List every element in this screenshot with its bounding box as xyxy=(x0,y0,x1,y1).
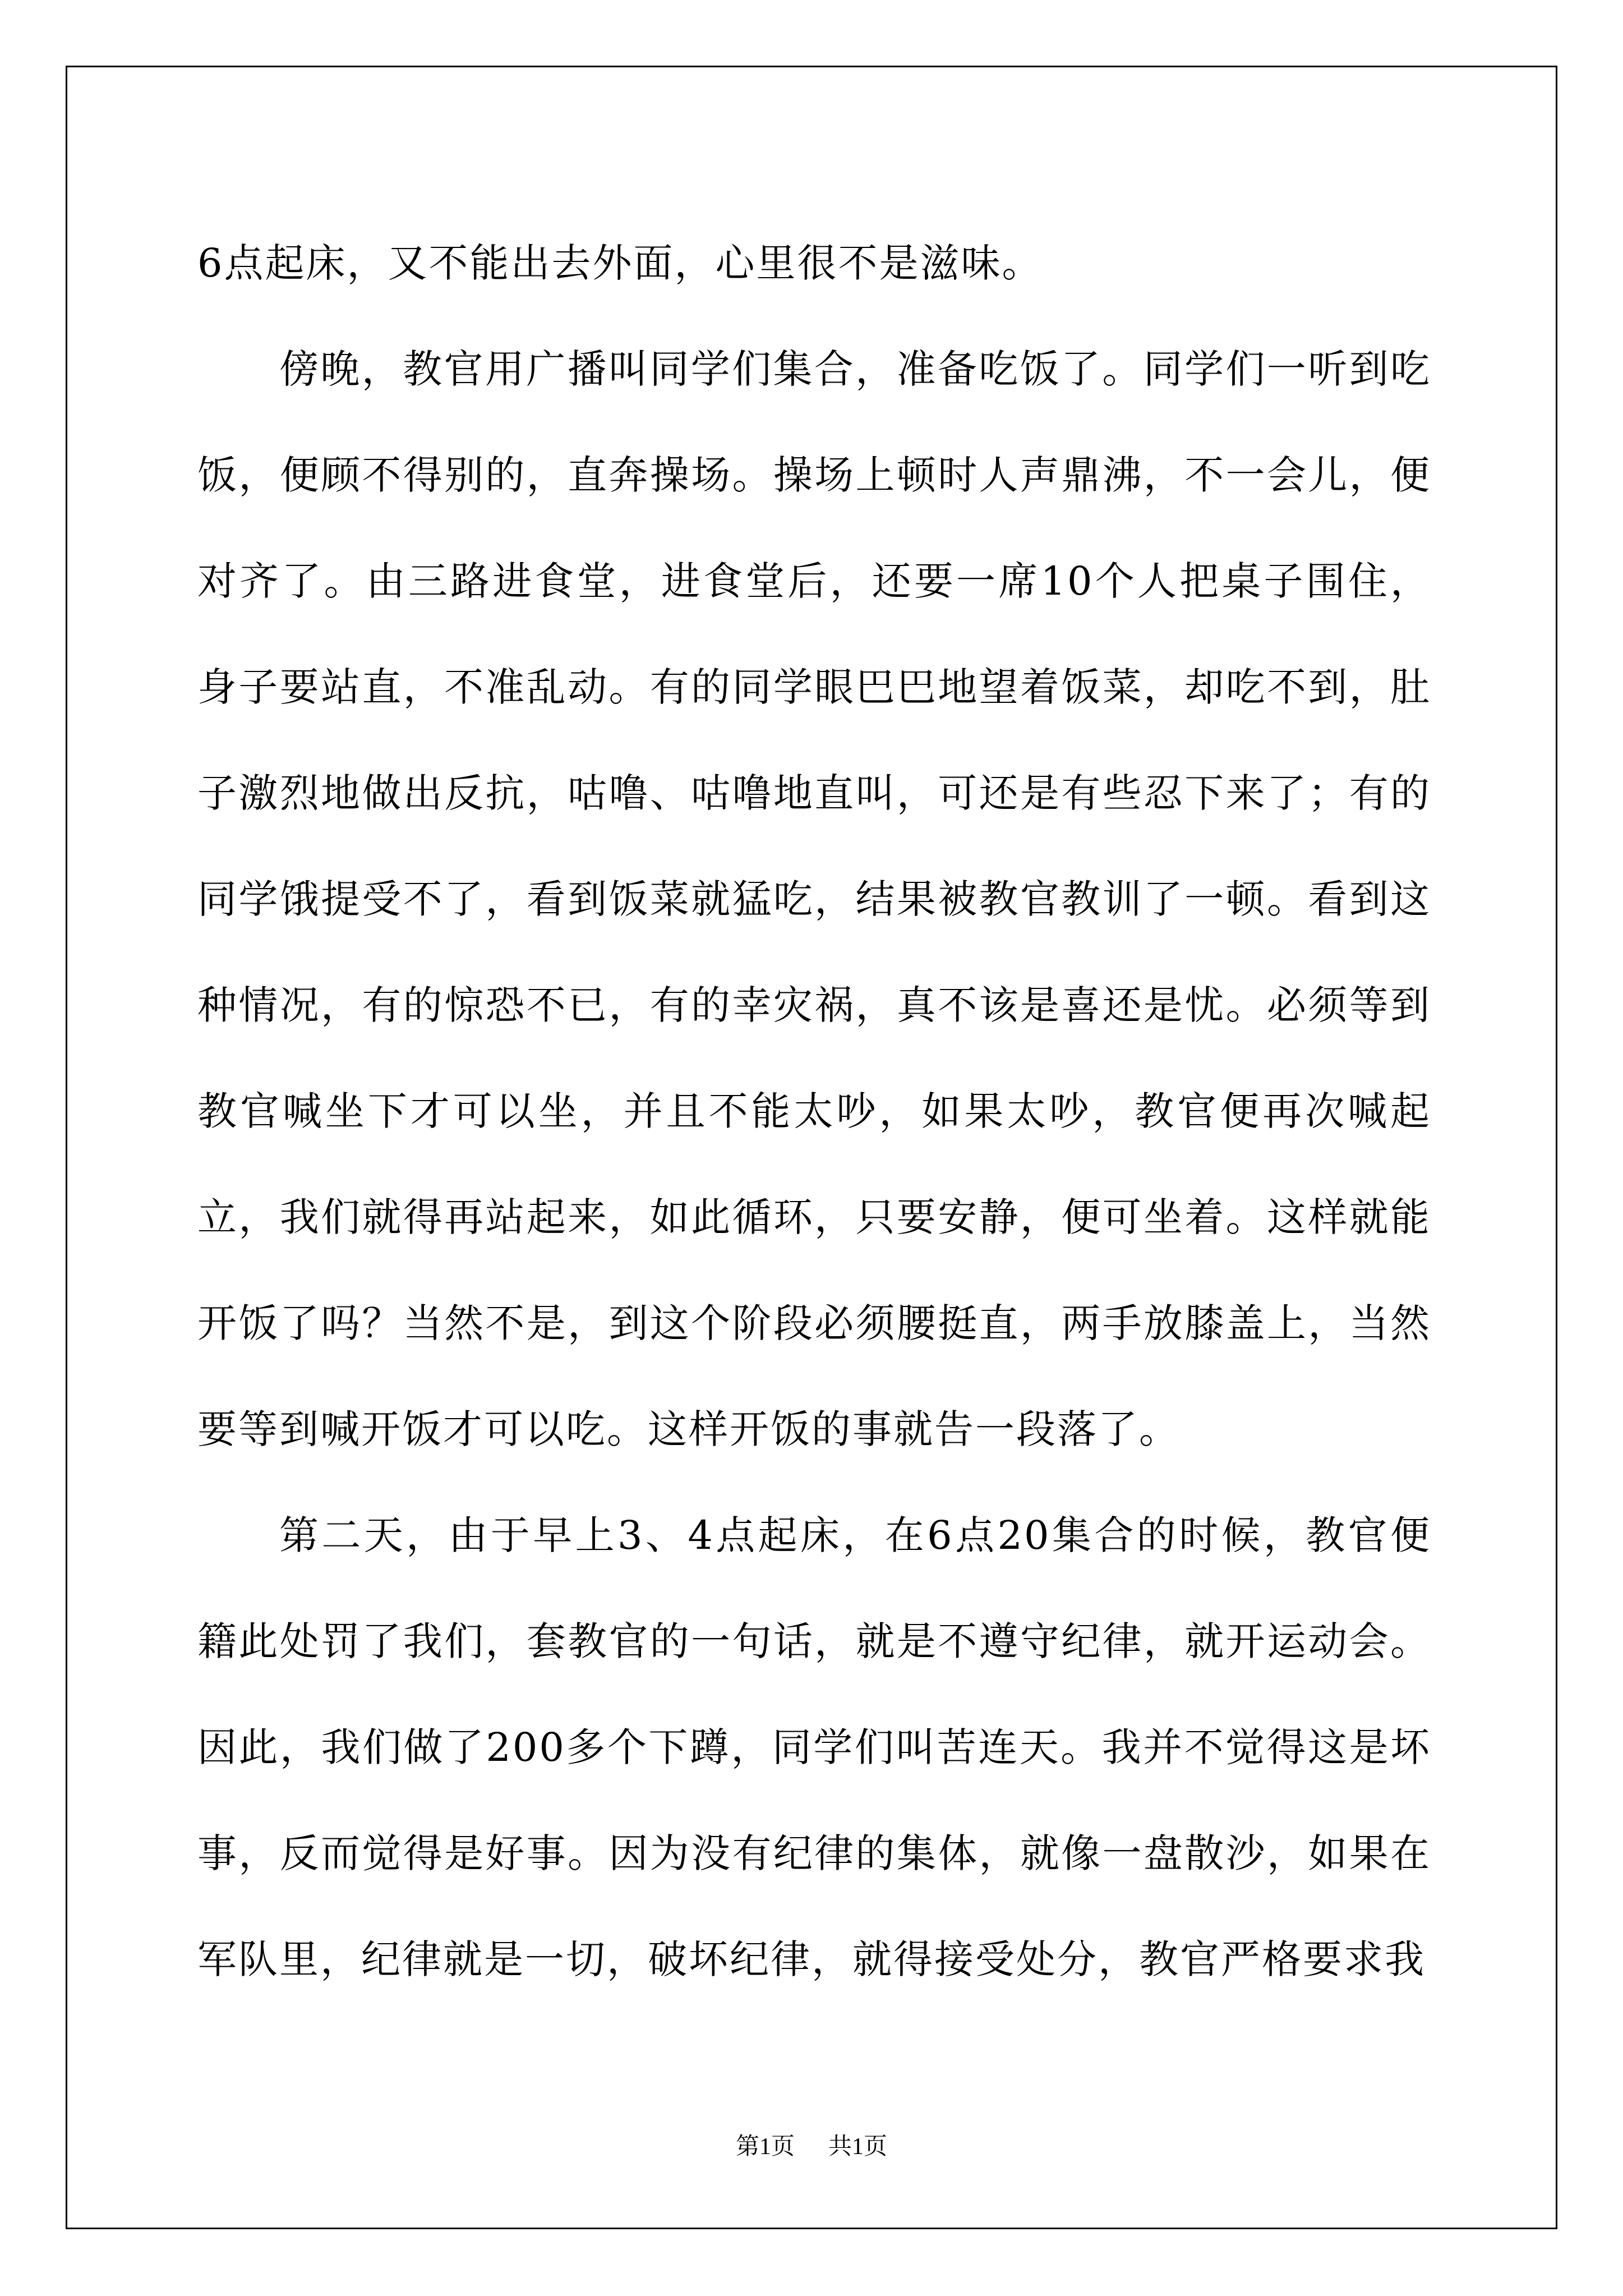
paragraph-1: 6点起床，又不能出去外面，心里很不是滋味。 xyxy=(197,240,1043,286)
document-body xyxy=(197,210,1431,2013)
paragraph-2: 傍晚，教官用广播叫同学们集合，准备吃饭了。同学们一听到吃饭，便顾不得别的，直奔操场。操场上顿时人声鼎沸，不一会儿，便对齐了。由三路进食堂，进食堂后，还要一席10个人把桌子围住，身子要站直，不准乱动。有的同学眼巴巴地望着饭菜，却吃不到，肚子激烈地做出反抗，咕噜、咕噜地直叫，可还是有些忍下来了；有的同学饿提受不了，看到饭菜就猛吃，结果被教官教训了一顿。看到这种情况，有的惊恐不已，有的幸灾祸，真不该是喜还是忧。必须等到教官喊坐下才可以坐，并且不能太吵，如果太吵，教官便再次喊起立，我们就得再站起来，如此循环，只要安静，便可坐着。这样就能开饭了吗？当然不是，到这个阶段必须腰挺直，两手放膝盖上，当然要等到喊开饭才可以吃。这样开饭的事就告一段落了。 xyxy=(197,346,1431,1452)
page-total: 共1页 xyxy=(828,2134,888,2160)
paragraph-3: 第二天，由于早上3、4点起床，在6点20集合的时候，教官便籍此处罚了我们，套教官的一句话，就是不遵守纪律，就开运动会。因此，我们做了200多个下蹲，同学们叫苦连天。我并不觉得这是坏事，反而觉得是好事。因为没有纪律的集体，就像一盘散沙，如果在军队里，纪律就是一切，破坏纪律，就得接受处分，教官严格要求我 xyxy=(197,1512,1431,1982)
page-footer xyxy=(0,2133,1623,2161)
page-number: 第1页 xyxy=(735,2134,795,2160)
